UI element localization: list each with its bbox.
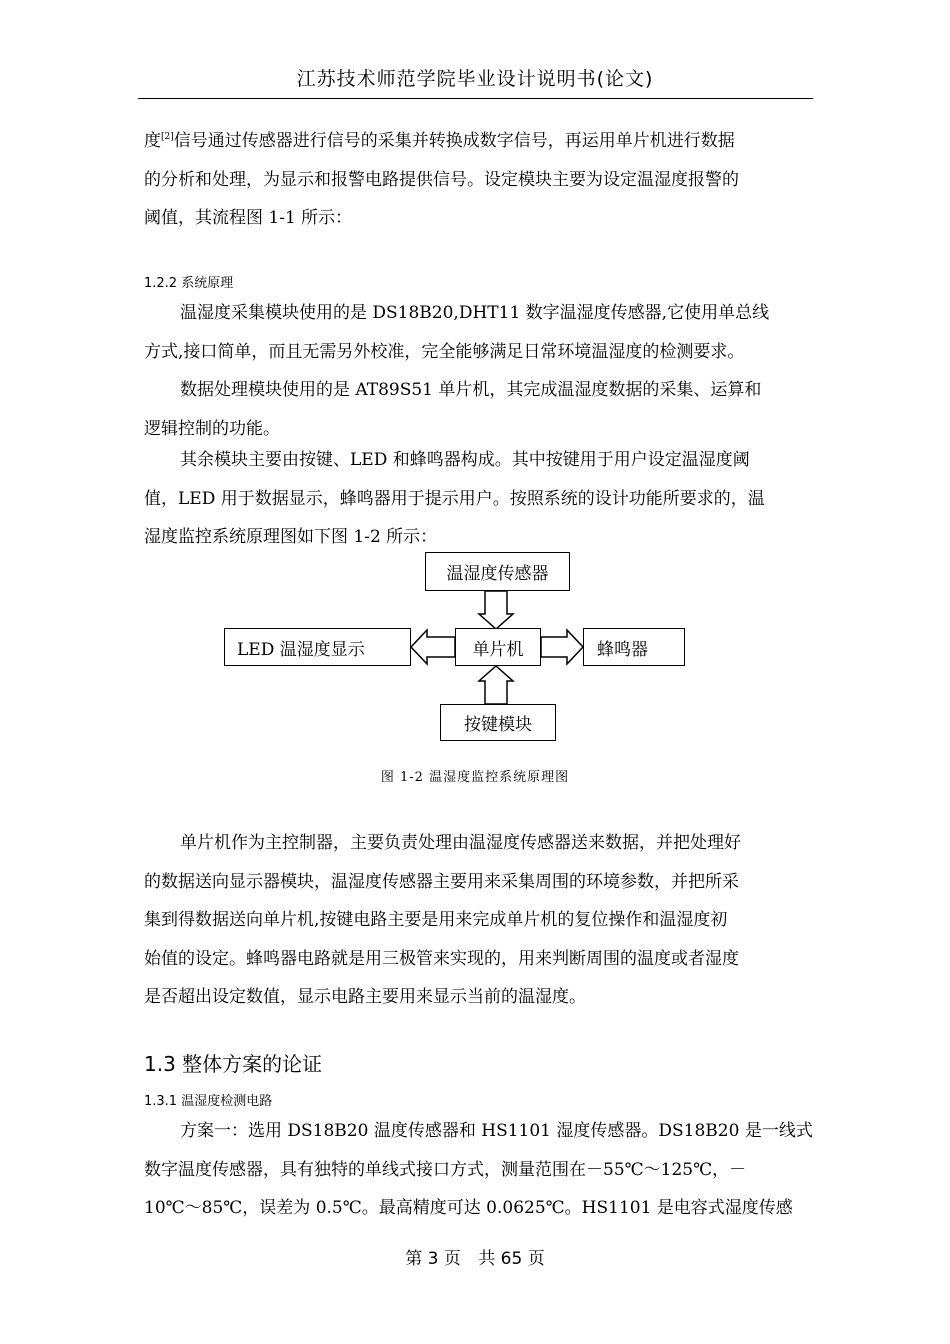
section-heading-1-3-1: 1.3.1 温湿度检测电路: [144, 1094, 273, 1109]
mcu-block: 单片机: [455, 628, 541, 666]
arrow-down-icon: [479, 591, 513, 629]
page-number: 第 3 页: [405, 1249, 461, 1269]
text-line: 是否超出设定数值，显示电路主要用来显示当前的温湿度。: [144, 987, 586, 1007]
text-line: 其余模块主要由按键、LED 和蜂鸣器构成。其中按键用于用户设定温湿度阈: [180, 450, 750, 470]
led-display-block: LED 温湿度显示: [224, 628, 411, 666]
sensor-block: 温湿度传感器: [425, 552, 570, 591]
arrow-up-icon: [479, 666, 513, 704]
text-line: 的数据送向显示器模块，温湿度传感器主要用来采集周围的环境参数，并把所采: [144, 871, 739, 892]
text-line: 逻辑控制的功能。: [144, 418, 280, 439]
text-line: 集到得数据送向单片机,按键电路主要是用来完成单片机的复位操作和温湿度初: [144, 910, 728, 930]
text-line: 10℃～85℃，误差为 0.5℃。最高精度可达 0.0625℃。HS1101 是电容式湿度传感: [144, 1198, 793, 1218]
text-line: 始值的设定。蜂鸣器电路就是用三极管来实现的，用来判断周围的温度或者湿度: [144, 948, 739, 969]
text-line: 度[2]信号通过传感器进行信号的采集并转换成数字信号，再运用单片机进行数据: [144, 131, 735, 151]
section-heading-1-2-2: 1.2.2 系统原理: [144, 276, 234, 291]
page-footer: [0, 1244, 950, 1269]
figure-caption: 图 1-2 温湿度监控系统原理图: [380, 770, 570, 785]
text-line: 单片机作为主控制器，主要负责处理由温湿度传感器送来数据，并把处理好: [180, 833, 741, 853]
text-line: 方式,接口简单，而且无需另外校准，完全能够满足日常环境温湿度的检测要求。: [144, 341, 745, 362]
citation-ref[interactable]: [2]: [161, 132, 174, 142]
buzzer-block: 蜂鸣器: [583, 628, 685, 666]
arrow-left-icon: [411, 630, 455, 664]
text-line: 温湿度采集模块使用的是 DS18B20,DHT11 数字温湿度传感器,它使用单总线: [180, 303, 770, 323]
page-total: 共 65 页: [478, 1249, 545, 1269]
text-line: 方案一：选用 DS18B20 温度传感器和 HS1101 湿度传感器。DS18B20 是一线式: [180, 1121, 813, 1141]
text-line: 数字温度传感器，具有独特的单线式接口方式，测量范围在－55℃～125℃，－: [144, 1159, 747, 1180]
text-line: 数据处理模块使用的是 AT89S51 单片机，其完成温湿度数据的采集、运算和: [180, 380, 762, 400]
text-line: 的分析和处理，为显示和报警电路提供信号。设定模块主要为设定温湿度报警的: [144, 169, 739, 190]
text-line: 湿度监控系统原理图如下图 1-2 所示：: [144, 527, 438, 547]
text-line: 值，LED 用于数据显示，蜂鸣器用于提示用户。按照系统的设计功能所要求的，温: [144, 488, 765, 509]
paragraph-system-description: [144, 824, 812, 1017]
keys-block: 按键模块: [440, 704, 556, 741]
arrow-right-icon: [541, 630, 583, 664]
document-header-title: 江苏技术师范学院毕业设计说明书(论文): [296, 68, 654, 90]
paragraph-scheme-one: [144, 1112, 812, 1228]
text-line: 阈值，其流程图 1-1 所示：: [144, 208, 353, 228]
section-heading-1-3: 1.3 整体方案的论证: [144, 1052, 323, 1076]
